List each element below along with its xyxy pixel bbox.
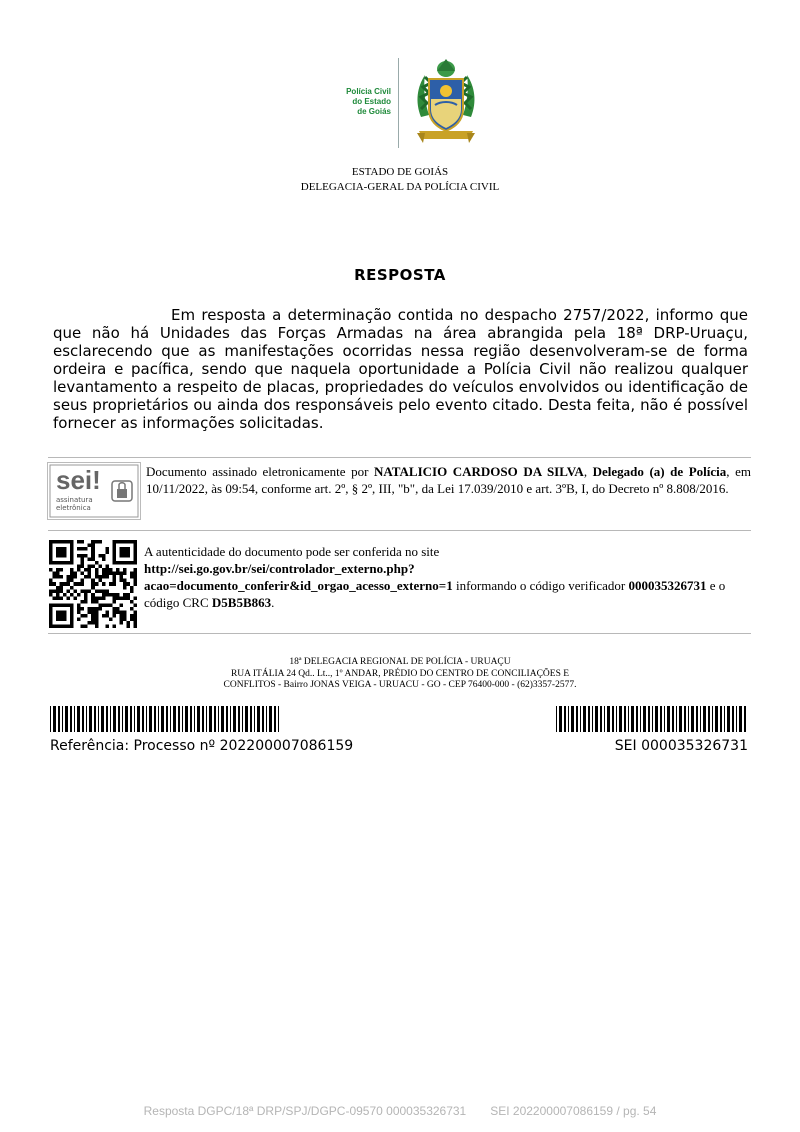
state-name: ESTADO DE GOIÁS bbox=[351, 166, 449, 178]
divider bbox=[48, 457, 751, 458]
signature-text bbox=[146, 463, 751, 497]
logo-line-2: do Estado bbox=[352, 97, 391, 106]
signature-block bbox=[47, 460, 751, 520]
address-line-2: RUA ITÁLIA 24 Qd.. Lt.., 1º ANDAR, PRÉDIO DO CENTRO DE CONCILIAÇÕES E bbox=[230, 668, 570, 679]
sei-badge-sub-2: eletrônica bbox=[56, 504, 91, 512]
sei-reference: SEI 000035326731 bbox=[614, 738, 748, 754]
footer-page-number: SEI 202200007086159 / pg. 54 bbox=[490, 1104, 657, 1118]
agency-name: DELEGACIA-GERAL DA POLÍCIA CIVIL bbox=[300, 181, 500, 193]
authenticity-prefix: A autenticidade do documento pode ser conferida no site bbox=[144, 544, 440, 559]
address-line-3: CONFLITOS - Bairro JONAS VEIGA - URUACU - GO - CEP 76400-000 - (62)3357-2577. bbox=[223, 680, 577, 690]
coat-of-arms-icon bbox=[413, 57, 479, 149]
crc-code: D5B5B863 bbox=[211, 595, 272, 610]
logo-divider bbox=[398, 58, 399, 148]
logo-line-1: Polícia Civil bbox=[346, 87, 391, 96]
verification-url-line-2[interactable]: acao=documento_conferir&id_orgao_acesso_externo=1 bbox=[144, 578, 453, 593]
footer-document-id: Resposta DGPC/18ª DRP/SPJ/DGPC-09570 000035326731 bbox=[143, 1104, 467, 1118]
police-logo-text bbox=[300, 87, 391, 117]
qr-code-icon bbox=[49, 540, 137, 628]
authenticity-end: . bbox=[271, 595, 275, 610]
page-footer bbox=[0, 1104, 800, 1118]
sei-badge-subtitle bbox=[56, 496, 93, 512]
document-body bbox=[53, 306, 748, 432]
signer-name: NATALICIO CARDOSO DA SILVA bbox=[374, 464, 584, 479]
authenticity-block bbox=[47, 540, 751, 628]
organization-header bbox=[0, 165, 800, 195]
crc-text: e o código CRC bbox=[144, 578, 726, 610]
address-line-1: 18ª DELEGACIA REGIONAL DE POLÍCIA - URUAÇU bbox=[289, 657, 511, 667]
signature-comma: , bbox=[583, 464, 593, 479]
authenticity-middle: informando o código verificador bbox=[452, 578, 629, 593]
verification-url-line-1[interactable]: http://sei.go.gov.br/sei/controlador_externo.php? bbox=[144, 561, 415, 576]
process-reference: Referência: Processo nº 202200007086159 bbox=[50, 738, 354, 754]
process-barcode bbox=[50, 706, 280, 732]
document-title: RESPOSTA bbox=[354, 266, 446, 284]
signer-role: Delegado (a) de Polícia bbox=[592, 464, 727, 479]
signature-prefix: Documento assinado eletronicamente por bbox=[146, 464, 374, 479]
body-paragraph: Em resposta a determinação contida no despacho 2757/2022, informo que que não há Unidades das Forças Armadas na área abrangida pela 18ª DRP-Uruaçu, esclarecendo que as manifestações ocorridas nessa região desenvolveram-se de forma ordeira e pacífica, sendo que naquela oportunidade a Polícia Civil não realizou qualquer levantamento a respeito de placas, propriedades do veículos envolvidos ou identificação de seus proprietários ou ainda dos responsáveis pelo evento citado. Desta feita, não é possível fornecer as informações solicitadas. bbox=[53, 306, 748, 432]
logo-line-3: de Goiás bbox=[357, 107, 391, 116]
verifier-code: 000035326731 bbox=[628, 578, 707, 593]
sei-signature-badge bbox=[47, 462, 141, 520]
footer-address bbox=[0, 657, 800, 692]
authenticity-text bbox=[144, 543, 751, 611]
sei-barcode bbox=[556, 706, 748, 732]
sei-badge-main: sei! bbox=[56, 465, 101, 495]
divider bbox=[48, 633, 751, 634]
divider bbox=[48, 530, 751, 531]
signature-details: , em 10/11/2022, às 09:54, conforme art. 2º, § 2º, III, "b", da Lei 17.039/2010 e art. 3ºB, I, do Decreto nº 8.808/2016. bbox=[146, 464, 751, 496]
sei-badge-sub-1: assinatura bbox=[56, 496, 93, 504]
